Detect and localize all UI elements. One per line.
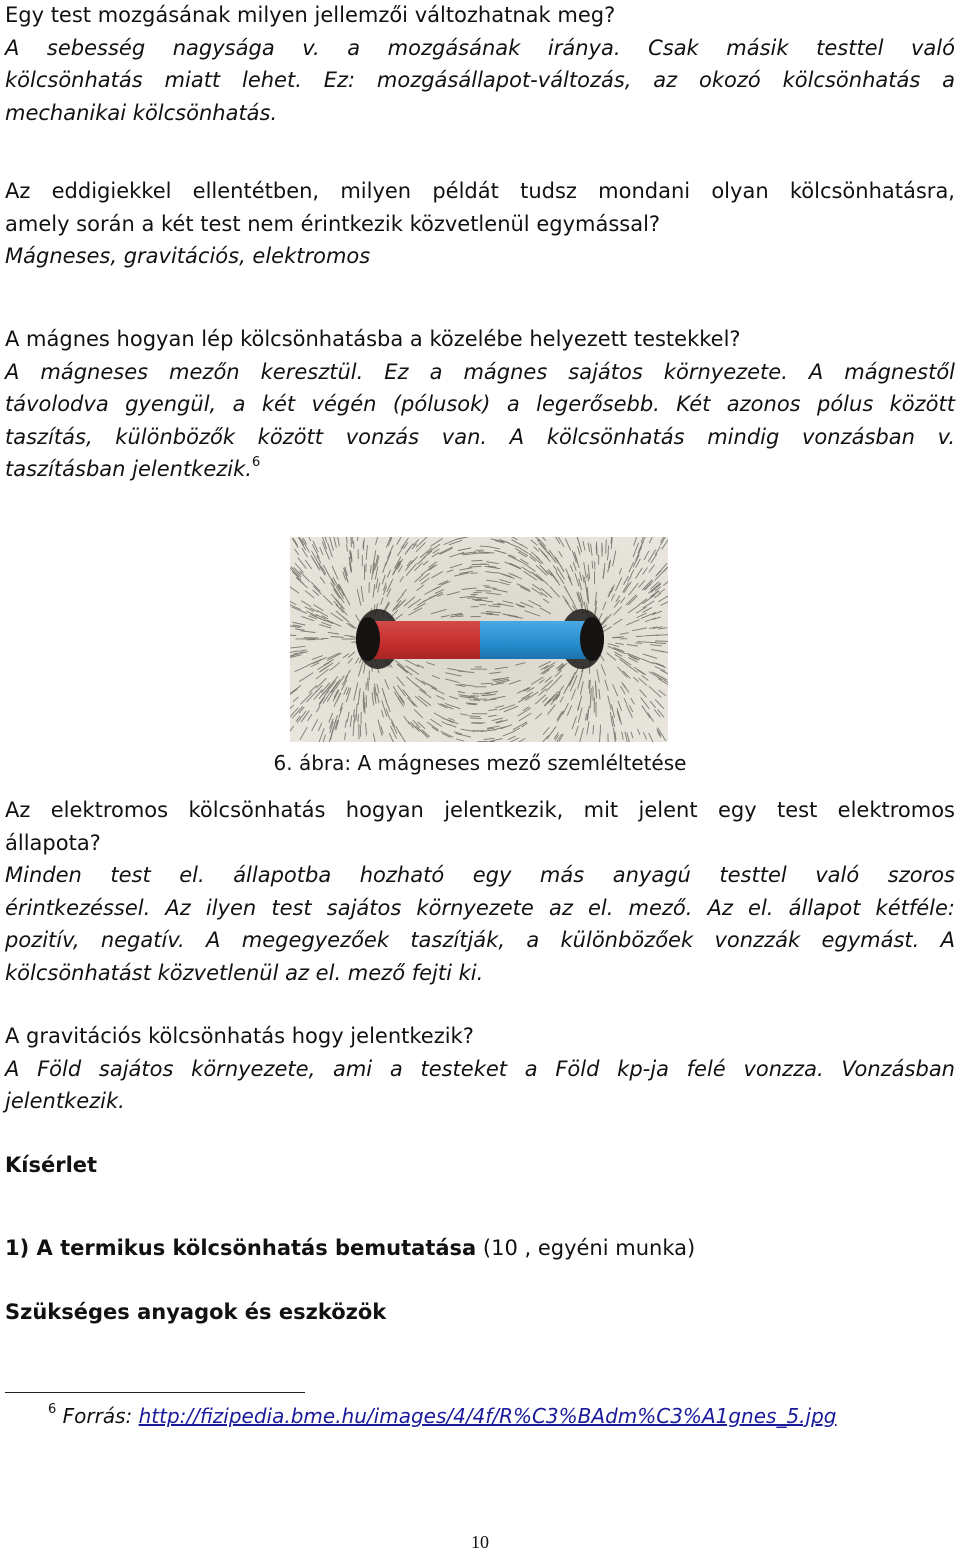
magnet-north-half	[370, 621, 480, 659]
answer-line: pozitív, negatív. A megegyezőek taszítják, a különbözőek vonzzák egymást. A	[5, 924, 955, 957]
iron-filing	[589, 680, 590, 688]
iron-filing	[656, 643, 666, 644]
iron-filing	[606, 540, 607, 554]
iron-filing	[596, 545, 597, 553]
question-magnet	[5, 323, 955, 486]
footnote-link[interactable]: http://fizipedia.bme.hu/images/4/4f/R%C3%BAdm%C3%A1gnes_5.jpg	[139, 1404, 837, 1428]
iron-filing	[486, 601, 492, 602]
footnote-label: Forrás:	[63, 1404, 139, 1428]
answer-line: kölcsönhatást közvetlenül az el. mező fejti ki.	[5, 957, 955, 990]
question-text: Az elektromos kölcsönhatás hogyan jelentkezik, mit jelent egy test elektromos	[5, 794, 955, 827]
iron-filing	[592, 561, 593, 568]
page-number: 10	[0, 1530, 960, 1554]
iron-filing	[470, 700, 480, 701]
figure-caption: 6. ábra: A mágneses mező szemléltetése	[0, 747, 960, 779]
question-text: állapota?	[5, 827, 955, 860]
question-gravity	[5, 1020, 955, 1118]
iron-filing	[476, 591, 491, 592]
pole-tip-left	[356, 617, 380, 661]
footnote-reference[interactable]: 6	[252, 455, 260, 470]
footnote	[48, 1400, 836, 1432]
question-text: Az eddigiekkel ellentétben, milyen példát tudsz mondani olyan kölcsönhatásra,	[5, 175, 955, 208]
question-text: A mágnes hogyan lép kölcsönhatásba a közelébe helyezett testekkel?	[5, 323, 955, 356]
question-movement	[5, 0, 955, 129]
experiment-item-detail: (10 , egyéni munka)	[476, 1236, 695, 1260]
iron-filing	[470, 718, 481, 719]
question-text: A gravitációs kölcsönhatás hogy jelentkezik?	[5, 1020, 955, 1053]
iron-filing	[471, 696, 479, 697]
magnetic-field-figure	[290, 537, 668, 742]
question-text: amely során a két test nem érintkezik közvetlenül egymással?	[5, 208, 955, 241]
answer-line: taszításban jelentkezik.	[5, 457, 252, 481]
answer-text: Mágneses, gravitációs, elektromos	[5, 240, 955, 273]
experiment-item-title: 1) A termikus kölcsönhatás bemutatása	[5, 1236, 476, 1260]
answer-line: érintkezéssel. Az ilyen test sajátos környezete az el. mező. Az el. állapot kétféle:	[5, 892, 955, 925]
answer-line: taszítás, különbözők között vonzás van. A kölcsönhatás mindig vonzásban v.	[5, 421, 955, 454]
experiment-item	[5, 1232, 955, 1265]
question-contactless	[5, 175, 955, 273]
answer-line: mechanikai kölcsönhatás.	[5, 97, 955, 130]
iron-filing	[636, 643, 642, 644]
question-text: Egy test mozgásának milyen jellemzői változhatnak meg?	[5, 0, 955, 32]
footnote-number: 6	[48, 1402, 56, 1417]
iron-filing	[480, 546, 489, 547]
answer-line: jelentkezik.	[5, 1085, 955, 1118]
iron-filing	[608, 546, 609, 552]
footnote-separator	[5, 1392, 305, 1393]
iron-filing	[590, 680, 591, 693]
iron-filing	[468, 598, 478, 599]
pole-tip-right	[580, 617, 604, 661]
answer-line: Minden test el. állapotba hozható egy más anyagú testtel való szoros	[5, 859, 955, 892]
materials-heading: Szükséges anyagok és eszközök	[5, 1296, 955, 1329]
question-electric	[5, 794, 955, 989]
answer-line: A Föld sajátos környezete, ami a testeket a Föld kp-ja felé vonzza. Vonzásban	[5, 1053, 955, 1086]
answer-line: kölcsönhatás miatt lehet. Ez: mozgásállapot-változás, az okozó kölcsönhatás a	[5, 64, 955, 97]
answer-line: távolodva gyengül, a két végén (pólusok) a legerősebb. Két azonos pólus között	[5, 388, 955, 421]
experiment-heading: Kísérlet	[5, 1149, 955, 1182]
answer-line: A mágneses mezőn keresztül. Ez a mágnes sajátos környezete. A mágnestől	[5, 356, 955, 389]
answer-line: A sebesség nagysága v. a mozgásának iránya. Csak másik testtel való	[5, 32, 955, 65]
magnet-south-half	[480, 621, 590, 659]
